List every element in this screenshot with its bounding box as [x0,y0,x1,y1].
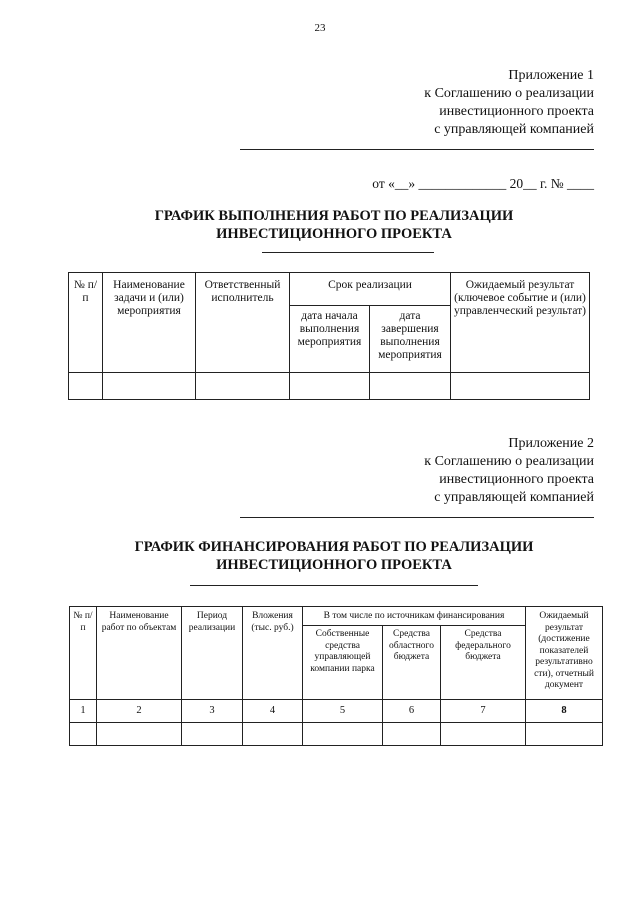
column-number-cell: 8 [526,700,603,723]
header-cell-result: Ожидаемый результат (ключевое событие и (или) управленческий результат) [451,273,590,373]
header-cell-start-date: дата начала выполнения мероприятия [290,306,370,373]
appendix-1-line: с управляющей компанией [434,122,594,137]
column-number-cell: 6 [383,700,441,723]
header-cell-sources: В том числе по источникам финансирования [303,607,526,626]
header-cell-num: № п/п [69,273,103,373]
header-cell-investment: Вложения (тыс. руб.) [243,607,303,700]
schedule-table [68,272,590,400]
table-header-row [69,273,590,306]
appendix-2-header [424,435,594,507]
column-number-cell: 1 [70,700,97,723]
appendix-2-line: с управляющей компанией [434,490,594,505]
financing-title [60,538,608,574]
appendix-1-line: Приложение 1 [508,68,594,83]
appendix-2-line: к Соглашению о реализации [424,454,594,469]
column-number-cell: 2 [97,700,182,723]
column-number-cell: 7 [441,700,526,723]
column-number-cell: 3 [182,700,243,723]
header-cell-federal-budget: Средства федерального бюджета [441,626,526,700]
column-number-cell: 4 [243,700,303,723]
financing-title-line: ГРАФИК ФИНАНСИРОВАНИЯ РАБОТ ПО РЕАЛИЗАЦИИ [134,539,534,555]
appendix-1-line: инвестиционного проекта [439,104,594,119]
appendix-2-signature-rule [240,517,594,518]
header-cell-term: Срок реализации [290,273,451,306]
appendix-1-line: к Соглашению о реализации [424,86,594,101]
header-cell-end-date: дата завершения выполнения мероприятия [370,306,451,373]
table-cell[interactable] [526,723,603,746]
financing-table [69,606,603,746]
header-cell-num: № п/п [70,607,97,700]
schedule-title-line: ГРАФИК ВЫПОЛНЕНИЯ РАБОТ ПО РЕАЛИЗАЦИИ [154,208,514,224]
appendix-1-header [424,67,594,139]
schedule-title [60,207,608,243]
table-header-row [70,607,603,626]
table-row [69,373,590,400]
table-cell[interactable] [441,723,526,746]
table-cell[interactable] [70,723,97,746]
appendix-2-line: Приложение 2 [508,436,594,451]
financing-title-rule [190,585,478,586]
header-cell-responsible: Ответственный исполнитель [196,273,290,373]
header-cell-own-funds: Собственные средства управляющей компании парка [303,626,383,700]
agreement-date-line: от «__» _____________ 20__ г. № ____ [372,176,594,191]
table-cell[interactable] [383,723,441,746]
appendix-1-signature-rule [240,149,594,150]
table-row [70,723,603,746]
header-cell-name: Наименование задачи и (или) мероприятия [103,273,196,373]
header-cell-regional-budget: Средства областного бюджета [383,626,441,700]
table-cell[interactable] [97,723,182,746]
table-cell[interactable] [451,373,590,400]
table-cell[interactable] [103,373,196,400]
table-cell[interactable] [243,723,303,746]
header-cell-result: Ожидаемый результат (достижение показателей результативно сти), отчетный документ [526,607,603,700]
column-number-row [70,700,603,723]
table-cell[interactable] [182,723,243,746]
table-cell[interactable] [370,373,451,400]
schedule-title-line: ИНВЕСТИЦИОННОГО ПРОЕКТА [216,226,452,242]
column-number-cell: 5 [303,700,383,723]
header-cell-period: Период реализации [182,607,243,700]
table-cell[interactable] [69,373,103,400]
appendix-2-line: инвестиционного проекта [439,472,594,487]
table-cell[interactable] [196,373,290,400]
header-cell-name: Наименование работ по объектам [97,607,182,700]
table-cell[interactable] [290,373,370,400]
schedule-title-rule [262,252,434,253]
page-number: 23 [314,22,326,34]
financing-title-line: ИНВЕСТИЦИОННОГО ПРОЕКТА [216,557,452,573]
table-cell[interactable] [303,723,383,746]
